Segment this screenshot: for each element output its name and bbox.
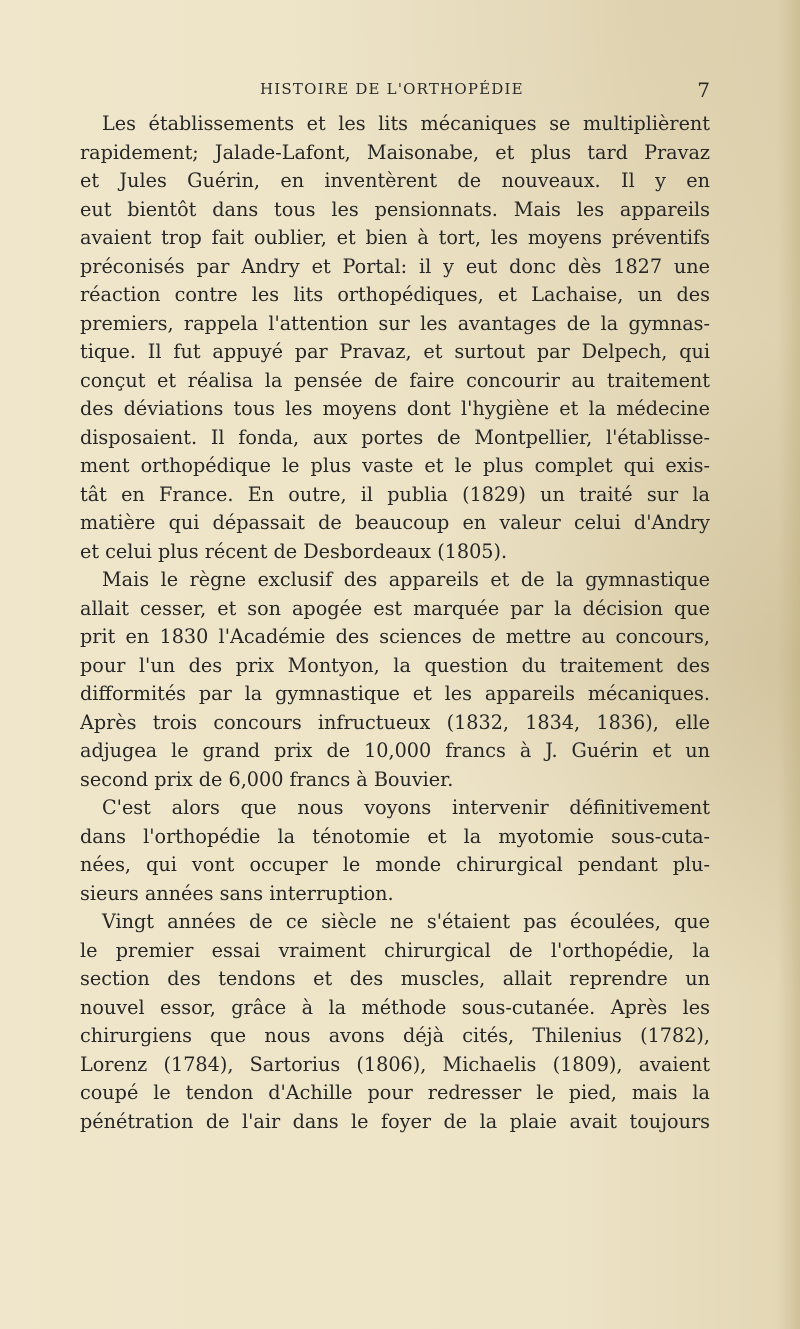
text-line: tât en France. En outre, il publia (1829) un traité sur la	[80, 482, 710, 506]
text-line: préconisés par Andry et Portal: il y eut donc dès 1827 une	[80, 254, 710, 278]
text-line: adjugea le grand prix de 10,000 francs à J. Guérin et un	[80, 739, 710, 762]
text-line: Mais le règne exclusif des appareils et de la gymnastique	[102, 568, 710, 591]
text-line: ment orthopédique le plus vaste et le plus complet qui exis-	[80, 454, 710, 477]
text-line: pénétration de l'air dans le foyer de la plaie avait toujours	[80, 1109, 710, 1133]
text-line: eut bientôt dans tous les pensionnats. Mais les appareils	[80, 197, 710, 221]
text-line: Les établissements et les lits mécaniques se multiplièrent	[102, 112, 710, 135]
text-line: avaient trop fait oublier, et bien à tort, les moyens préventifs	[80, 226, 710, 249]
text-line: conçut et réalisa la pensée de faire concourir au traitement	[80, 368, 710, 392]
text-line: dans l'orthopédie la ténotomie et la myotomie sous-cuta-	[80, 824, 710, 848]
text-line: des déviations tous les moyens dont l'hygiène et la médecine	[80, 397, 710, 420]
body-text	[80, 110, 710, 1136]
text-line: disposaient. Il fonda, aux portes de Montpellier, l'établisse-	[80, 425, 710, 449]
text-line: prit en 1830 l'Académie des sciences de mettre au concours,	[80, 625, 710, 648]
running-head	[80, 80, 710, 104]
text-line: second prix de 6,000 francs à Bouvier.	[80, 767, 454, 791]
page-number: 7	[697, 78, 710, 102]
text-line: Vingt années de ce siècle ne s'étaient pas écoulées, que	[102, 910, 710, 933]
text-line: difformités par la gymnastique et les appareils mécaniques.	[80, 682, 710, 705]
text-line: et celui plus récent de Desbordeaux (1805).	[80, 539, 508, 563]
text-line: nouvel essor, grâce à la méthode sous-cutanée. Après les	[80, 995, 710, 1019]
text-line: coupé le tendon d'Achille pour redresser le pied, mais la	[80, 1081, 710, 1104]
text-line: rapidement; Jalade-Lafont, Maisonabe, et plus tard Pravaz	[80, 140, 710, 164]
text-line: réaction contre les lits orthopédiques, et Lachaise, un des	[80, 283, 710, 306]
text-line: pour l'un des prix Montyon, la question du traitement des	[80, 653, 710, 677]
text-line: allait cesser, et son apogée est marquée par la décision que	[80, 596, 710, 620]
text-line: chirurgiens que nous avons déjà cités, Thilenius (1782),	[80, 1024, 710, 1047]
text-line: C'est alors que nous voyons intervenir définitivement	[102, 796, 710, 819]
text-line: matière qui dépassait de beaucoup en valeur celui d'Andry	[80, 511, 710, 534]
text-line: nées, qui vont occuper le monde chirurgical pendant plu-	[80, 853, 710, 876]
text-line: Lorenz (1784), Sartorius (1806), Michaelis (1809), avaient	[80, 1052, 710, 1076]
text-line: tique. Il fut appuyé par Pravaz, et surtout par Delpech, qui	[80, 340, 710, 363]
text-line: sieurs années sans interruption.	[80, 881, 394, 905]
text-line: et Jules Guérin, en inventèrent de nouveaux. Il y en	[80, 169, 710, 192]
text-line: section des tendons et des muscles, allait reprendre un	[80, 967, 710, 990]
text-line: premiers, rappela l'attention sur les avantages de la gymnas-	[80, 311, 710, 335]
running-title: HISTOIRE DE L'ORTHOPÉDIE	[260, 80, 524, 98]
page-edge-shadow	[778, 0, 800, 1329]
text-line: le premier essai vraiment chirurgical de l'orthopédie, la	[80, 938, 710, 962]
text-line: Après trois concours infructueux (1832, 1834, 1836), elle	[80, 710, 710, 734]
